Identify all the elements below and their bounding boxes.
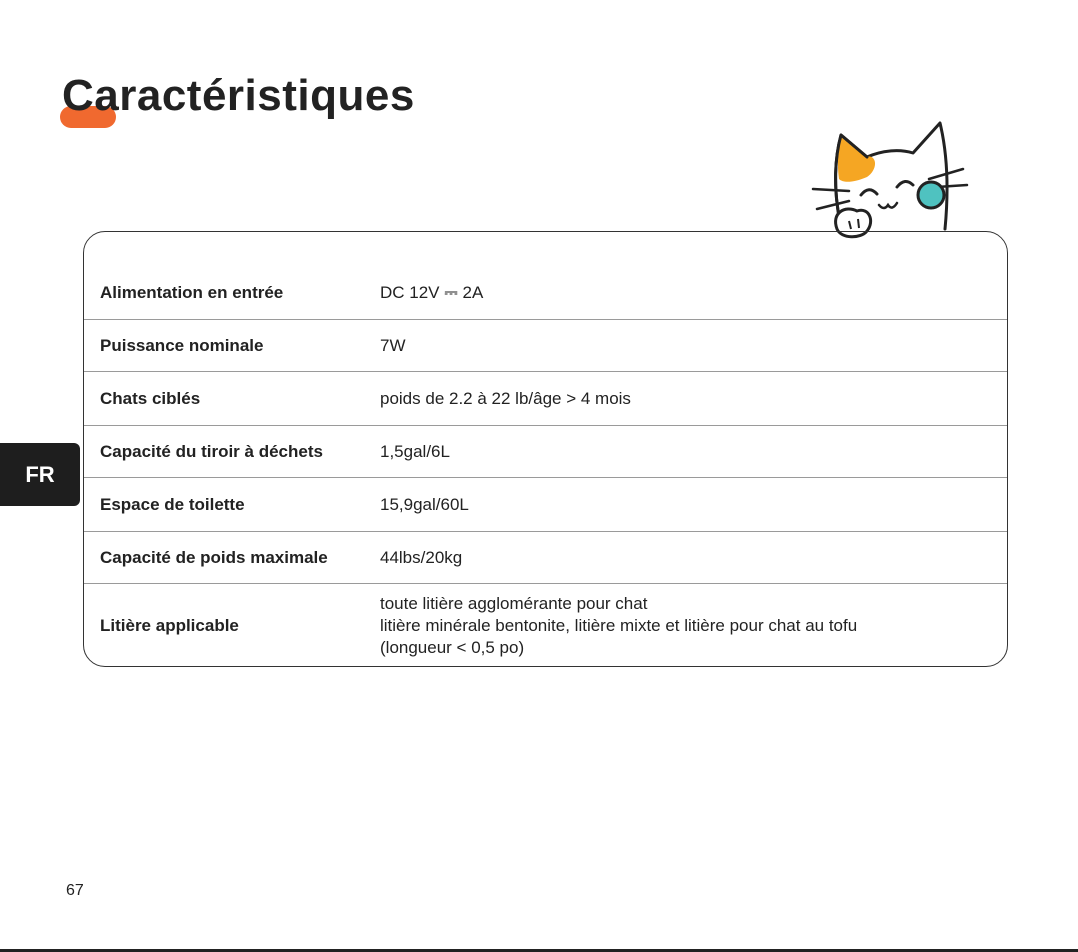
spec-row-input-power <box>84 266 1007 320</box>
spec-value-line: litière minérale bentonite, litière mixte et litière pour chat au tofu <box>380 616 858 635</box>
spec-row-litter <box>84 584 1007 668</box>
language-tab: FR <box>0 443 80 506</box>
spec-value-line: (longueur < 0,5 po) <box>380 638 525 657</box>
spec-label: Litière applicable <box>100 616 239 635</box>
spec-table <box>83 231 1008 667</box>
spec-label: Chats ciblés <box>100 388 201 408</box>
spec-value-line: toute litière agglomérante pour chat <box>380 594 648 613</box>
spec-value: DC 12V ⎓ 2A <box>380 282 484 302</box>
spec-label: Espace de toilette <box>100 494 245 514</box>
spec-row-toilet-space <box>84 478 1007 532</box>
spec-value: 15,9gal/60L <box>380 494 469 514</box>
spec-value: 1,5gal/6L <box>380 441 450 461</box>
spec-label: Alimentation en entrée <box>100 282 284 302</box>
page-title: Caractéristiques <box>62 71 415 120</box>
spec-row-target-cats <box>84 372 1007 426</box>
spec-value-multiline <box>380 593 857 659</box>
spec-label: Capacité du tiroir à déchets <box>100 441 323 461</box>
spec-row-waste-drawer <box>84 426 1007 478</box>
spec-value: 44lbs/20kg <box>380 547 463 567</box>
page-title-block <box>62 66 415 136</box>
spec-row-rated-power <box>84 320 1007 372</box>
spec-value: poids de 2.2 à 22 lb/âge > 4 mois <box>380 388 631 408</box>
spec-row-max-weight <box>84 532 1007 584</box>
spec-value: 7W <box>380 335 406 355</box>
spec-label: Puissance nominale <box>100 335 264 355</box>
cat-mascot-icon <box>805 117 980 247</box>
spec-label: Capacité de poids maximale <box>100 547 328 567</box>
page-number: 67 <box>66 882 84 899</box>
